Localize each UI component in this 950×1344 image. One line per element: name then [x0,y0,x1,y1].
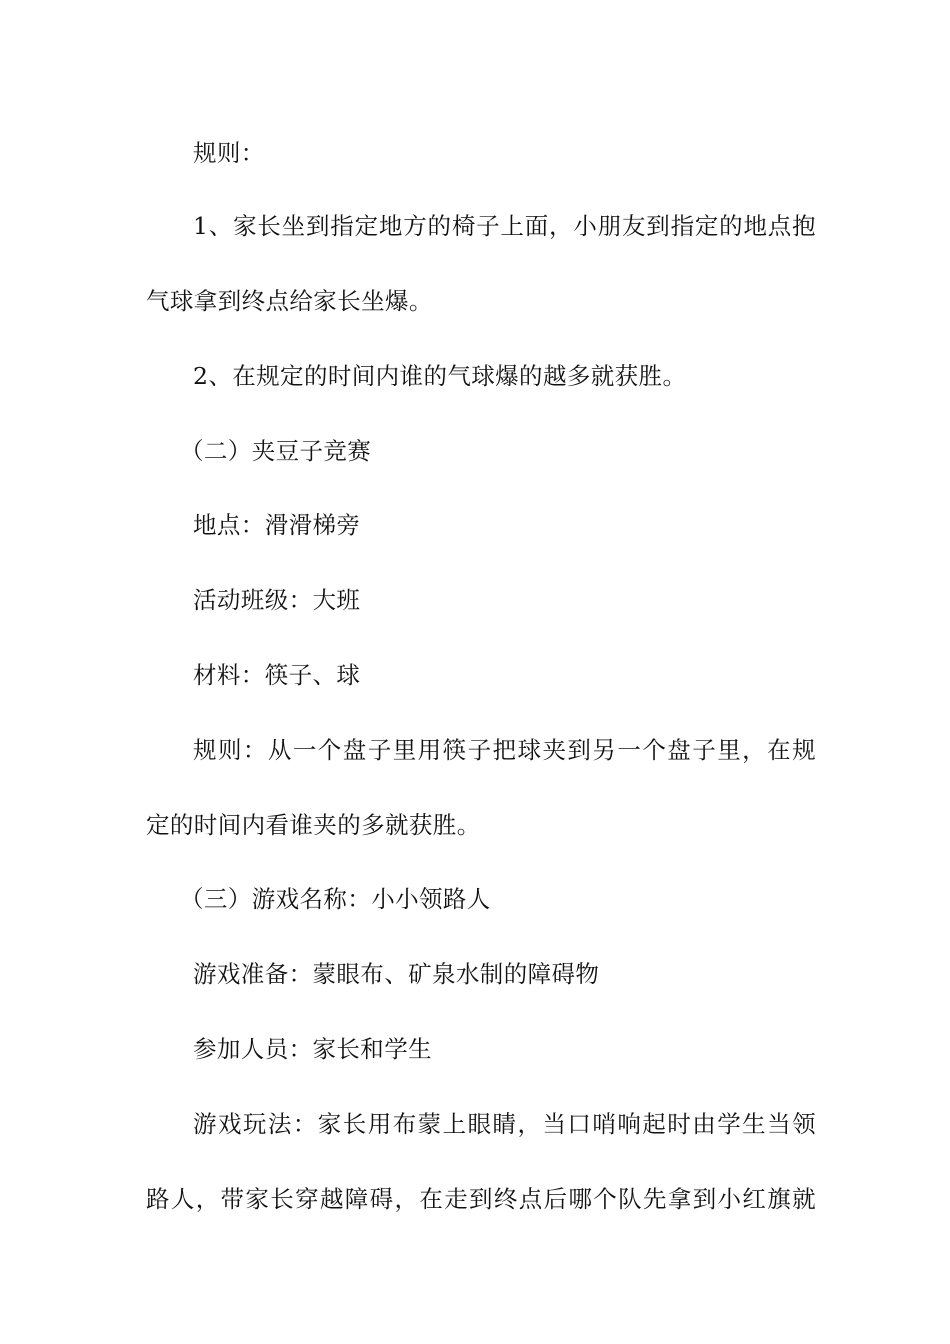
section-heading-3: （三）游戏名称：小小领路人 [180,885,491,913]
text-line-rule-1-cont: 气球拿到终点给家长坐爆。 [146,287,433,315]
text-line-rules-heading: 规则： [193,139,265,167]
text-line-gameplay: 游戏玩法：家长用布蒙上眼睛，当口哨响起时由学生当领 [193,1110,816,1138]
text-line-participants: 参加人员：家长和学生 [193,1035,432,1063]
text-line-rules-2-cont: 定的时间内看谁夹的多就获胜。 [146,811,481,839]
text-line-gameplay-cont: 路人，带家长穿越障碍，在走到终点后哪个队先拿到小红旗就 [146,1185,816,1213]
text-line-location: 地点：滑滑梯旁 [193,511,361,539]
text-line-rules-2: 规则：从一个盘子里用筷子把球夹到另一个盘子里，在规 [193,736,816,764]
text-line-materials: 材料：筷子、球 [193,661,361,689]
section-heading-2: （二）夹豆子竞赛 [180,437,372,465]
text-line-class: 活动班级：大班 [193,586,361,614]
text-line-rule-1: 1、家长坐到指定地方的椅子上面，小朋友到指定的地点抱 [193,212,816,240]
text-line-game-prep: 游戏准备：蒙眼布、矿泉水制的障碍物 [193,960,600,988]
text-line-rule-2: 2、在规定的时间内谁的气球爆的越多就获胜。 [193,362,687,390]
